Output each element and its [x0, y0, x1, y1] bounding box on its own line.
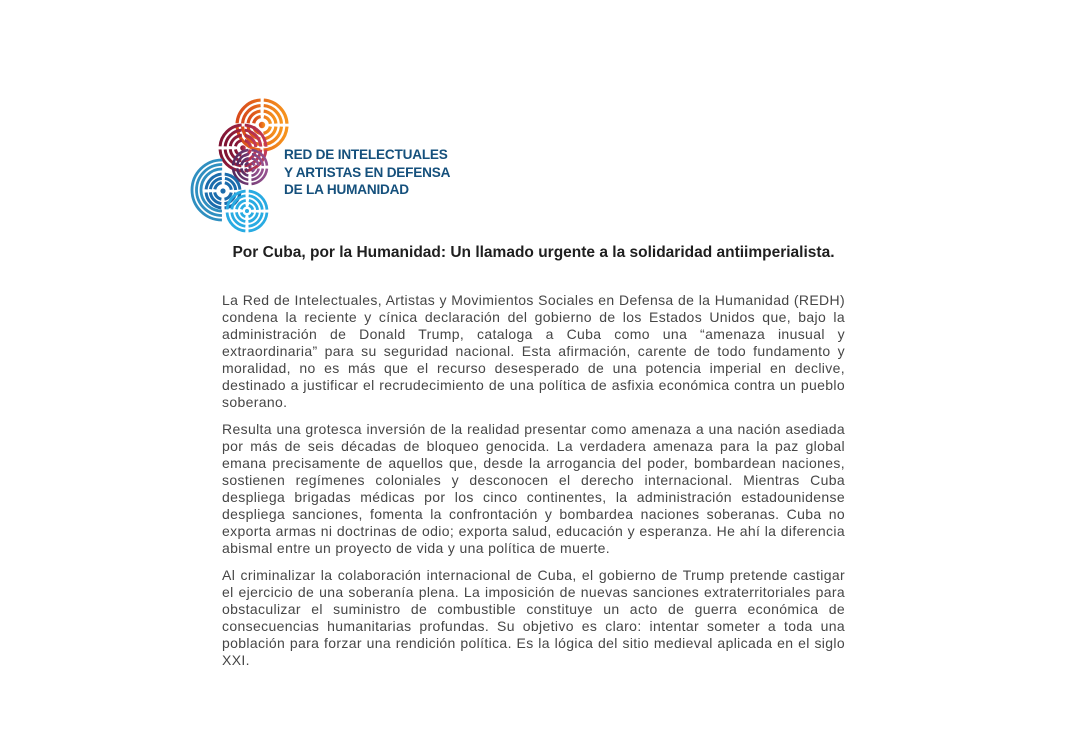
document-body: [222, 292, 845, 679]
logo-text-line: RED DE INTELECTUALES: [284, 147, 448, 162]
redh-logo: [190, 97, 451, 237]
logo-text-line: Y ARTISTAS EN DEFENSA: [284, 164, 451, 180]
redh-logo-text: [284, 146, 450, 199]
logo-orange-rings: [237, 100, 287, 150]
document-title: Por Cuba, por la Humanidad: Un llamado urgente a la solidaridad antiimperialista.: [232, 244, 835, 261]
logo-purple-rings: [233, 150, 267, 184]
logo-lightblue-rings: [227, 191, 267, 231]
logo-text-line: DE LA HUMANIDAD: [284, 182, 409, 198]
paragraph: La Red de Intelectuales, Artistas y Movimientos Sociales en Defensa de la Humanidad (REDH) condena la reciente y cínica declaración del gobierno de los Estados Unidos que, bajo la administración de Donald Trump, cataloga a Cuba como una “amenaza inusual y extraordinaria” para su seguridad nacional. Esta afirmación, carente de todo fundamento y moralidad, no es más que el recurso desesperado de una potencia imperial en declive, destinado a justificar el recrudecimiento de una política de asfixia económica contra un pueblo soberano.: [222, 292, 845, 410]
paragraph: Resulta una grotesca inversión de la realidad presentar como amenaza a una nación asediada por más de seis décadas de bloqueo genocida. La verdadera amenaza para la paz global emana precisamente de aquellos que, desde la arrogancia del poder, bombardean naciones, sostienen regímenes coloniales y desconocen el derecho internacional. Mientras Cuba despliega brigadas médicas por los cinco continentes, la administración estadounidense despliega sanciones, fomenta la confrontación y bombardea naciones soberanas. Cuba no exporta armas ni doctrinas de odio; exporta salud, educación y esperanza. He ahí la diferencia abismal entre un proyecto de vida y una política de muerte.: [222, 421, 845, 556]
paragraph: Al criminalizar la colaboración internacional de Cuba, el gobierno de Trump pretende castigar el ejercicio de una soberanía plena. La imposición de nuevas sanciones extraterritoriales para obstaculizar el suministro de combustible constituye un acto de guerra económica de consecuencias humanitarias profundas. Su objetivo es claro: intentar someter a toda una población para forzar una rendición política. Es la lógica del sitio medieval aplicada en el siglo XXI.: [222, 567, 845, 668]
redh-logo-icon: [190, 97, 294, 235]
